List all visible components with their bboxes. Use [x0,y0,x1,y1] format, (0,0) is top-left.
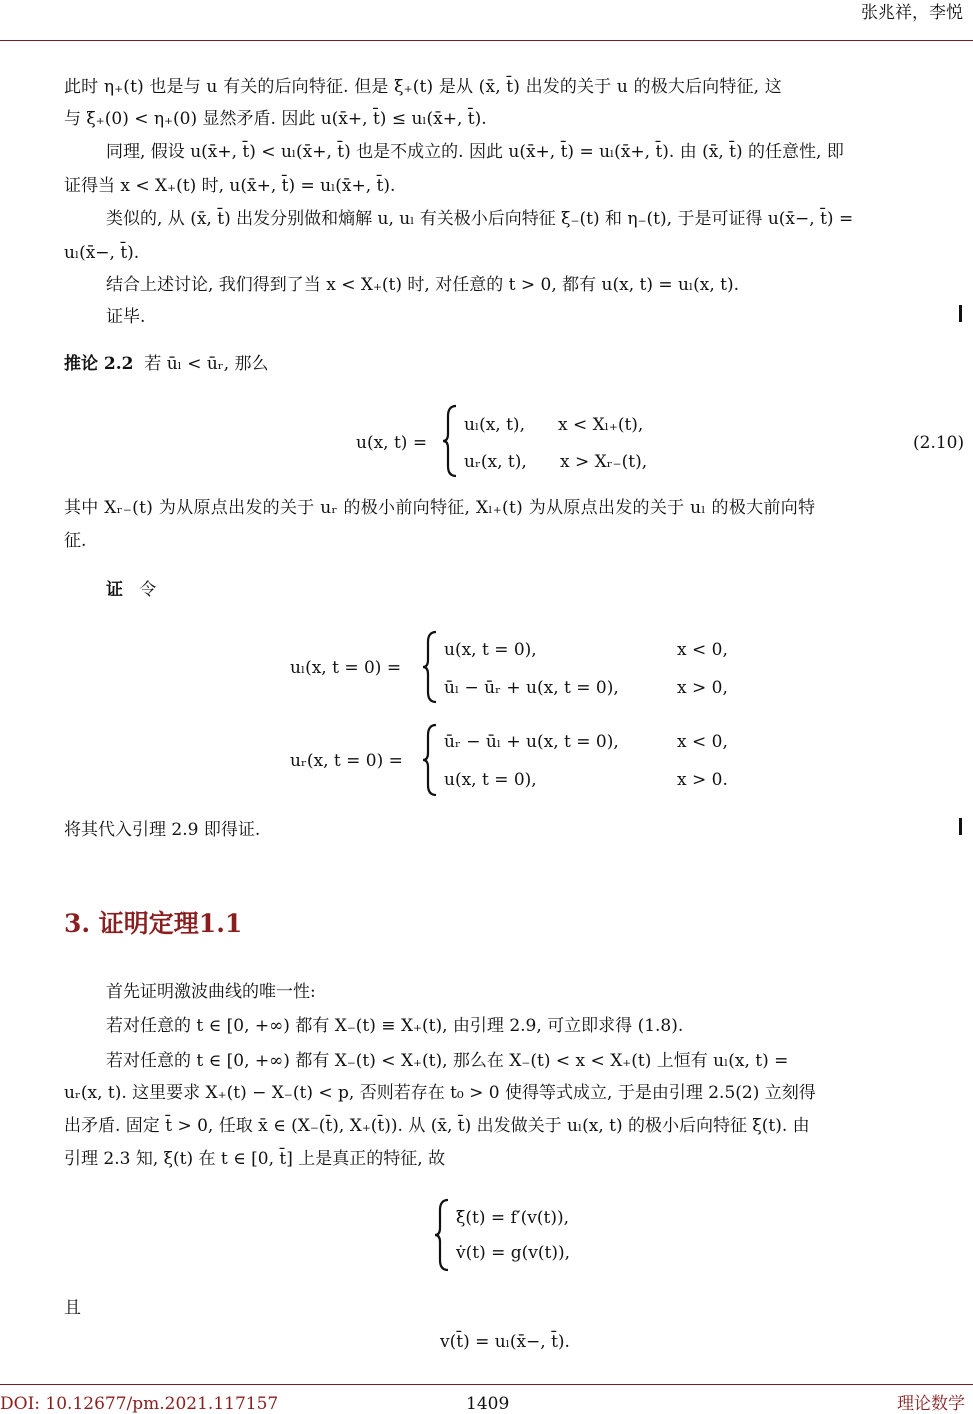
text-line: uᵣ(x, t). 这里要求 X₊(t) − X₋(t) < p, 否则若存在 t₀ > 0 使得等式成立, 于是由引理 2.5(2) 立刻得 [64,1083,816,1103]
eq-cond: x > Xᵣ₋(t), [560,452,648,472]
eq-lhs: uᵣ(x, t = 0) = [290,751,403,771]
text-line: 同理, 假设 u(x̄+, t̄) < uₗ(x̄+, t̄) 也是不成立的. 因此 u(x̄+, t̄) = uₗ(x̄+, t̄). 由 (x̄, t̄) 的任意性, 即 [106,142,844,162]
header-rule [0,40,973,41]
text-line: 与 ξ₊(0) < η₊(0) 显然矛盾. 因此 u(x̄+, t̄) ≤ uₗ(x̄+, t̄). [64,109,487,129]
proof-start [106,579,156,601]
eq-cond: x < Xₗ₊(t), [558,415,644,435]
footer-journal: 理论数学 [897,1394,965,1414]
text-line: 首先证明激波曲线的唯一性: [106,982,316,1002]
eq-cond: x > 0, [677,678,728,698]
text-line: 引理 2.3 知, ξ(t) 在 t ∈ [0, t̄] 上是真正的特征, 故 [64,1149,446,1169]
text-line: 证得当 x < X₊(t) 时, u(x̄+, t̄) = uₗ(x̄+, t̄). [64,176,396,196]
header-authors: 张兆祥，李悦 [861,3,963,23]
left-brace-icon [420,630,440,704]
eq-lhs: u(x, t) = [356,433,428,453]
eq-case: uᵣ(x, t), [464,452,527,472]
text-line: 此时 η₊(t) 也是与 u 有关的后向特征. 但是 ξ₊(t) 是从 (x̄, t̄) 出发的关于 u 的极大后向特征, 这 [64,77,782,97]
footer-doi[interactable]: DOI: 10.12677/pm.2021.117157 [0,1394,279,1414]
footer-rule [0,1384,973,1385]
eq-case: u(x, t = 0), [444,640,537,660]
eq-case: ūₗ − ūᵣ + u(x, t = 0), [444,678,619,698]
eq-line: ξ̇(t) = f′(v(t)), [456,1208,570,1228]
left-brace-icon [432,1198,452,1272]
left-brace-icon [420,723,440,797]
eq-lhs: uₗ(x, t = 0) = [290,658,402,678]
eq-number: (2.10) [913,433,965,453]
text-line: 若对任意的 t ∈ [0, +∞) 都有 X₋(t) < X₊(t), 那么在 X₋(t) < x < X₊(t) 上恒有 uₗ(x, t) = [106,1051,789,1071]
text-line: 若对任意的 t ∈ [0, +∞) 都有 X₋(t) ≡ X₊(t), 由引理 2.9, 可立即求得 (1.8). [106,1016,684,1036]
corollary-label: 推论 2.2 [64,354,134,374]
eq-cond: x < 0, [677,732,728,752]
section-heading: 3. 证明定理1.1 [64,909,243,938]
text-line: 将其代入引理 2.9 即得证. [64,820,261,840]
eq-line: v(t̄) = uₗ(x̄−, t̄). [440,1332,570,1352]
text-line: uₗ(x̄−, t̄). [64,243,140,263]
eq-case: ūᵣ − ūₗ + u(x, t = 0), [444,732,619,752]
footer-page-number: 1409 [466,1394,510,1414]
proof-label: 证 [106,580,123,600]
text-line: 征. [64,531,87,551]
text-line: 出矛盾. 固定 t̄ > 0, 任取 x̄ ∈ (X₋(t̄), X₊(t̄)). 从 (x̄, t̄) 出发做关于 uₗ(x, t) 的极小后向特征 ξ(t). 由 [64,1116,810,1136]
left-brace-icon [440,404,460,478]
text-line: 证毕. [106,307,146,327]
eq-cond: x < 0, [677,640,728,660]
corollary [64,353,269,375]
eq-line: v̇(t) = g(v(t)), [456,1243,571,1263]
text-line: 结合上述讨论, 我们得到了当 x < X₊(t) 时, 对任意的 t > 0, 都有 u(x, t) = uₗ(x, t). [106,275,740,295]
qed-mark [959,305,962,322]
eq-case: u(x, t = 0), [444,770,537,790]
text-line: 类似的, 从 (x̄, t̄) 出发分别做和熵解 u, uₗ 有关极小后向特征 ξ₋(t) 和 η₋(t), 于是可证得 u(x̄−, t̄) = [106,209,854,229]
proof-text: 令 [139,580,157,600]
text-line: 其中 Xᵣ₋(t) 为从原点出发的关于 uᵣ 的极小前向特征, Xₗ₊(t) 为从原点出发的关于 uₗ 的极大前向特 [64,498,816,518]
eq-case: uₗ(x, t), [464,415,525,435]
eq-cond: x > 0. [677,770,728,790]
qed-mark [959,818,962,835]
text-line: 且 [64,1298,81,1318]
corollary-text: 若 ūₗ < ūᵣ, 那么 [144,354,269,374]
